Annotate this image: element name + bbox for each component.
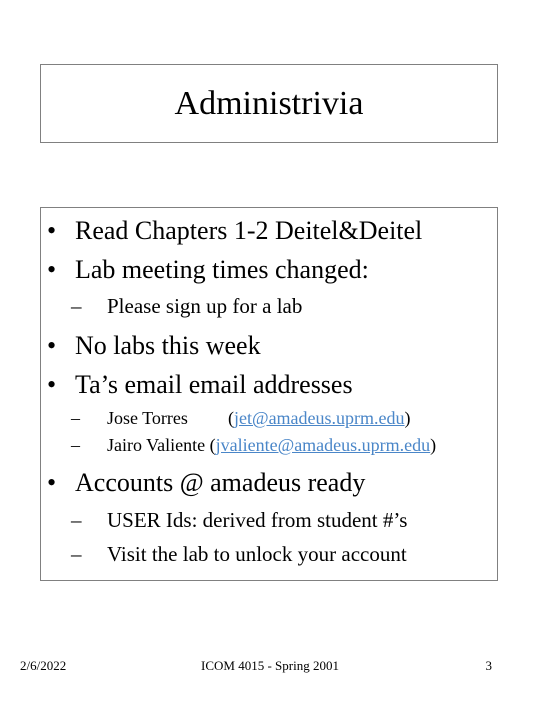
- subbullet-visit-lab: [71, 541, 407, 567]
- bullet-icon: •: [47, 255, 57, 284]
- ta-email-link[interactable]: jvaliente@amadeus.uprm.edu: [215, 435, 431, 455]
- subbullet-user-ids: [71, 507, 407, 533]
- bullet-icon: •: [47, 331, 57, 360]
- bullet-ta-email: [47, 370, 353, 400]
- dash-icon: –: [71, 408, 80, 428]
- ta-row-jairo: [71, 433, 436, 457]
- slide-title: Administrivia: [174, 84, 364, 122]
- bullet-icon: •: [47, 468, 57, 497]
- ta-row-jose: [71, 406, 411, 430]
- bullet-accounts: [47, 468, 365, 498]
- bullet-icon: •: [47, 370, 57, 399]
- content-box: [40, 207, 498, 581]
- dash-icon: –: [71, 294, 82, 318]
- footer-course: ICOM 4015 - Spring 2001: [201, 658, 339, 673]
- paren-open: (: [205, 435, 216, 455]
- title-box: [40, 64, 498, 143]
- paren-close: ): [404, 408, 411, 428]
- bullet-read-chapters: [47, 216, 422, 246]
- footer-page-number: 3: [485, 658, 492, 673]
- paren-open: (: [228, 408, 234, 428]
- dash-icon: –: [71, 508, 82, 532]
- bullet-lab-meeting: [47, 255, 369, 285]
- subbullet-text: Visit the lab to unlock your account: [107, 542, 407, 566]
- paren-close: ): [430, 435, 437, 455]
- bullet-icon: •: [47, 216, 57, 245]
- subbullet-text: USER Ids: derived from student #’s: [107, 508, 408, 532]
- bullet-text: Lab meeting times changed:: [75, 255, 369, 284]
- ta-name: Jairo Valiente: [107, 435, 206, 455]
- bullet-text: Ta’s email email addresses: [75, 370, 353, 399]
- ta-name: Jose Torres: [107, 408, 188, 428]
- footer-date: 2/6/2022: [20, 658, 67, 673]
- bullet-text: No labs this week: [75, 331, 261, 360]
- ta-email-link[interactable]: jet@amadeus.uprm.edu: [234, 408, 405, 428]
- dash-icon: –: [71, 435, 80, 455]
- dash-icon: –: [71, 542, 82, 566]
- subbullet-text: Please sign up for a lab: [107, 294, 303, 318]
- bullet-text: Read Chapters 1-2 Deitel&Deitel: [75, 216, 423, 245]
- bullet-text: Accounts @ amadeus ready: [75, 468, 366, 497]
- bullet-no-labs: [47, 331, 261, 361]
- subbullet-sign-up: [71, 293, 302, 319]
